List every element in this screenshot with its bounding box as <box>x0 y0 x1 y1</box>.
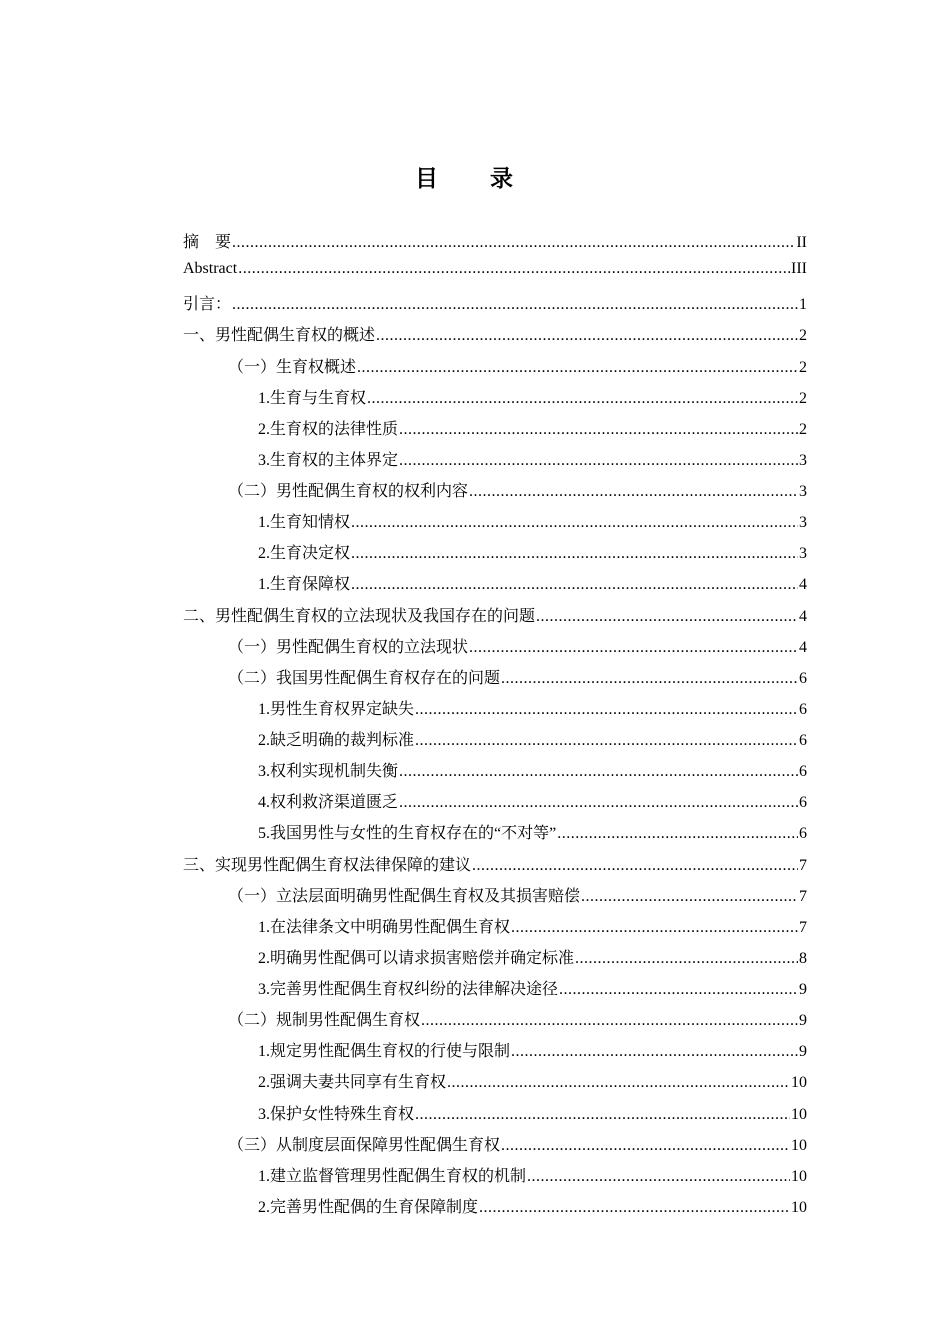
toc-entry-page: 6 <box>799 825 807 843</box>
dot-leader <box>511 919 798 937</box>
toc-entry-page: 2 <box>799 327 807 345</box>
toc-entry-page: 2 <box>799 389 807 407</box>
toc-entry-page: 10 <box>791 1136 807 1154</box>
toc-entry[interactable] <box>183 1101 807 1132</box>
toc-entry-label: 3.权利实现机制失衡 <box>258 763 399 781</box>
toc-entry-page: 3 <box>799 545 807 563</box>
toc-entry-label: 2.生育决定权 <box>258 545 351 563</box>
toc-entry-label: 1.规定男性配偶生育权的行使与限制 <box>258 1043 511 1061</box>
dot-leader <box>536 608 798 626</box>
toc-entry-label: 一、男性配偶生育权的概述 <box>183 327 376 345</box>
toc-entry-page: 9 <box>799 1012 807 1030</box>
toc-entry-label: 3.保护女性特殊生育权 <box>258 1105 415 1123</box>
toc-entry-page: 7 <box>799 918 807 936</box>
toc-entry-page: 2 <box>799 358 807 376</box>
toc-entry[interactable] <box>183 540 807 571</box>
dot-leader <box>527 1168 790 1186</box>
toc-entry-label: 2.缺乏明确的裁判标准 <box>258 732 415 749</box>
toc-entry-label: 3.完善男性配偶生育权纠纷的法律解决途径 <box>258 981 559 998</box>
toc-entry-page: 6 <box>799 732 807 749</box>
dot-leader <box>581 888 798 906</box>
toc-entry-label: 摘 要 <box>183 234 232 251</box>
toc-entry-page: II <box>796 234 807 251</box>
dot-leader <box>415 1106 790 1124</box>
dot-leader <box>575 950 798 968</box>
toc-entry-label: 1.生育保障权 <box>258 576 351 594</box>
dot-leader <box>232 234 795 252</box>
dot-leader <box>399 763 798 781</box>
toc-entry-page: 10 <box>791 1198 807 1216</box>
toc-entry[interactable] <box>183 603 807 634</box>
toc-entry[interactable] <box>183 385 807 416</box>
toc-entry-label: 2.完善男性配偶的生育保障制度 <box>258 1198 479 1216</box>
dot-leader <box>351 576 798 594</box>
toc-entry[interactable] <box>183 634 807 665</box>
dot-leader <box>232 296 798 314</box>
toc-entry-label: （三）从制度层面保障男性配偶生育权 <box>228 1136 501 1154</box>
toc-entry-label: 1.生育知情权 <box>258 514 351 532</box>
toc-entry-label: 1.建立监督管理男性配偶生育权的机制 <box>258 1167 527 1185</box>
toc-entry[interactable] <box>183 820 807 851</box>
dot-leader <box>421 1012 798 1030</box>
toc-entry[interactable] <box>183 758 807 789</box>
toc-entry[interactable] <box>183 1038 807 1069</box>
toc-entry[interactable] <box>183 509 807 540</box>
toc-entry-page: 3 <box>799 451 807 469</box>
toc-entry-page: 4 <box>799 607 807 625</box>
toc-entry[interactable] <box>183 914 807 945</box>
toc-entry-page: 1 <box>799 296 807 314</box>
toc-entry-label: 二、男性配偶生育权的立法现状及我国存在的问题 <box>183 607 536 625</box>
dot-leader <box>501 670 798 688</box>
toc-entry-label: 1.男性生育权界定缺失 <box>258 700 415 718</box>
toc-entry-page: 10 <box>791 1074 807 1092</box>
toc-entry-page: 6 <box>799 700 807 718</box>
toc-entry[interactable] <box>183 354 807 385</box>
toc-entry[interactable] <box>183 1194 807 1225</box>
toc-entry-page: 2 <box>799 420 807 438</box>
toc-entry-page: 7 <box>799 856 807 874</box>
toc-entry-label: 2.生育权的法律性质 <box>258 420 399 438</box>
dot-leader <box>399 794 798 812</box>
toc-entry-page: 7 <box>799 887 807 905</box>
toc-entry[interactable] <box>183 883 807 914</box>
dot-leader <box>557 825 798 843</box>
toc-entry[interactable] <box>183 291 807 322</box>
toc-entry-label: 2.强调夫妻共同享有生育权 <box>258 1074 447 1092</box>
toc-entry-page: 6 <box>799 794 807 812</box>
toc-entry-page: 8 <box>799 949 807 967</box>
toc-entry[interactable] <box>183 571 807 602</box>
table-of-contents <box>183 229 807 1225</box>
toc-entry-page: 9 <box>799 981 807 998</box>
toc-entry-page: 6 <box>799 669 807 687</box>
toc-entry-label: 引言： <box>183 296 232 314</box>
toc-entry[interactable] <box>183 416 807 447</box>
toc-entry-page: 4 <box>799 638 807 656</box>
dot-leader <box>399 421 798 439</box>
toc-entry-page: 3 <box>799 514 807 532</box>
toc-entry[interactable] <box>183 727 807 758</box>
toc-entry[interactable] <box>183 789 807 820</box>
toc-entry[interactable] <box>183 1007 807 1038</box>
toc-entry-page: 6 <box>799 763 807 781</box>
toc-entry-page: 3 <box>799 483 807 500</box>
toc-entry-label: （二）规制男性配偶生育权 <box>228 1012 421 1030</box>
toc-entry-label: 1.在法律条文中明确男性配偶生育权 <box>258 918 511 936</box>
toc-entry-label: 5.我国男性与女性的生育权存在的“不对等” <box>258 825 557 843</box>
dot-leader <box>399 452 798 470</box>
dot-leader <box>479 1199 790 1217</box>
toc-entry[interactable] <box>183 1132 807 1163</box>
toc-entry-page: 9 <box>799 1043 807 1061</box>
toc-entry[interactable] <box>183 696 807 727</box>
toc-entry-label: （二）男性配偶生育权的权利内容 <box>228 483 469 500</box>
dot-leader <box>447 1074 790 1092</box>
toc-entry[interactable] <box>183 229 807 260</box>
dot-leader <box>351 514 798 532</box>
toc-entry[interactable] <box>183 322 807 353</box>
dot-leader <box>357 359 798 377</box>
toc-title: 目 录 <box>414 166 535 192</box>
dot-leader <box>501 1137 790 1155</box>
toc-entry[interactable] <box>183 976 807 1007</box>
toc-entry[interactable] <box>183 478 807 509</box>
toc-entry-label: Abstract <box>183 260 238 278</box>
toc-entry-page: 4 <box>799 576 807 594</box>
toc-entry-label: （二）我国男性配偶生育权存在的问题 <box>228 669 501 687</box>
toc-entry[interactable] <box>183 1069 807 1100</box>
toc-entry[interactable] <box>183 852 807 883</box>
toc-entry-label: 三、实现男性配偶生育权法律保障的建议 <box>183 856 472 874</box>
dot-leader <box>559 981 798 999</box>
toc-entry-label: （一）生育权概述 <box>228 358 357 376</box>
dot-leader <box>351 545 798 563</box>
dot-leader <box>376 327 798 345</box>
toc-entry-page: 10 <box>791 1167 807 1185</box>
toc-entry-label: 2.明确男性配偶可以请求损害赔偿并确定标准 <box>258 949 575 967</box>
toc-entry-label: 1.生育与生育权 <box>258 389 367 407</box>
toc-entry[interactable] <box>183 1163 807 1194</box>
toc-entry-label: 3.生育权的主体界定 <box>258 451 399 469</box>
toc-entry-label: 4.权利救济渠道匮乏 <box>258 794 399 812</box>
dot-leader <box>469 483 798 501</box>
toc-entry[interactable] <box>183 260 807 291</box>
dot-leader <box>367 390 798 408</box>
toc-entry[interactable] <box>183 665 807 696</box>
dot-leader <box>511 1043 798 1061</box>
dot-leader <box>415 701 798 719</box>
toc-entry-page: 10 <box>791 1105 807 1123</box>
toc-entry[interactable] <box>183 945 807 976</box>
dot-leader <box>472 857 798 875</box>
dot-leader <box>415 732 798 750</box>
toc-entry[interactable] <box>183 447 807 478</box>
toc-entry-label: （一）立法层面明确男性配偶生育权及其损害赔偿 <box>228 887 581 905</box>
dot-leader <box>238 260 790 278</box>
toc-entry-page: III <box>791 260 807 278</box>
toc-entry-label: （一）男性配偶生育权的立法现状 <box>228 638 469 656</box>
dot-leader <box>469 639 798 657</box>
